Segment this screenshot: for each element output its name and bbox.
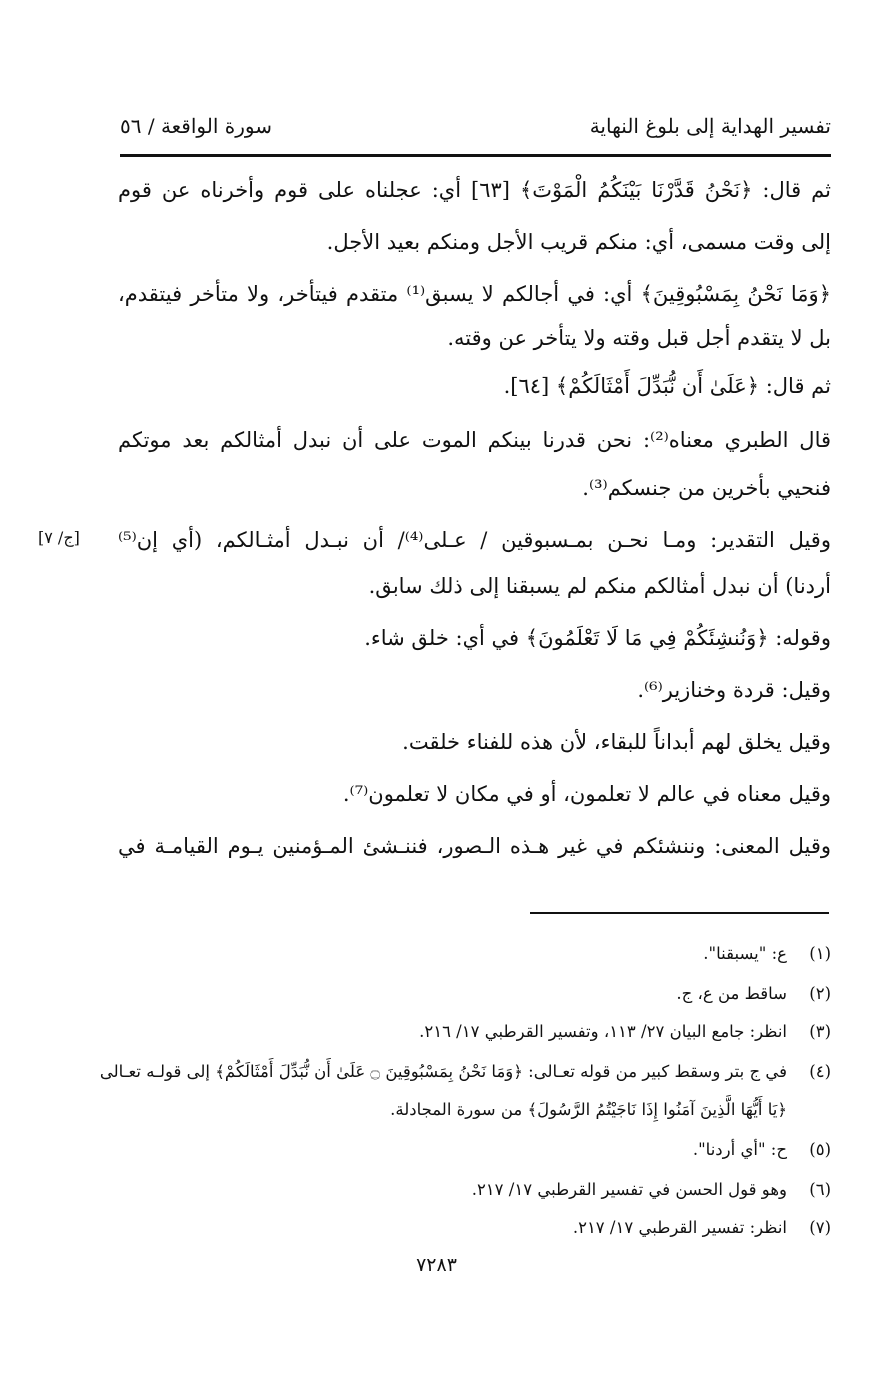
body-line: أردنا) أن نبدل أمثالكم منكم لم يسبقنا إلى ذلك سابق.	[368, 574, 831, 598]
footnote	[118, 1140, 831, 1159]
footnote-text: انظر: جامع البيان ٢٧/ ١١٣، وتفسير القرطبي ١٧/ ٢١٦.	[419, 1022, 787, 1041]
footnote-number: (٧)	[809, 1218, 831, 1237]
footnote-text: ح: "أي أردنا".	[692, 1140, 787, 1159]
body-line: بل لا يتقدم أجل قبل وقته ولا يتأخر عن وقته.	[447, 326, 831, 350]
body-line: وقيل يخلق لهم أبداناً للبقاء، لأن هذه للفناء خلقت.	[402, 730, 831, 754]
footnote	[118, 1218, 831, 1237]
body-line: ﴿وَمَا نَحْنُ بِمَسْبُوقِينَ﴾ أي: في أجالكم لا يسبق⁽¹⁾ متقدم فيتأخر، ولا متأخر فيتقدم،	[118, 282, 831, 306]
body-line: ثم قال: ﴿عَلَىٰ أَن نُّبَدِّلَ أَمْثَالَكُمْ﴾ [٦٤].	[503, 374, 831, 398]
footnote	[99, 1062, 831, 1081]
body-line: قال الطبري معناه⁽²⁾: نحن قدرنا بينكم الموت على أن نبدل أمثالكم بعد موتكم	[118, 428, 832, 452]
footnote-text: ع: "يسبقنا".	[703, 944, 787, 963]
footnote-text: في ج بتر وسقط كبير من قوله تعـالى: ﴿وَمَا نَحْنُ بِمَسْبُوقِينَ ۝ عَلَىٰ أَن نُّبَدِّلَ أَمْثَالَكُمْ﴾ إلى قولـه تعـالى	[99, 1062, 787, 1081]
footnote-number: (١)	[809, 944, 831, 963]
body-line: إلى وقت مسمى، أي: منكم قريب الأجل ومنكم بعيد الأجل.	[326, 230, 831, 254]
footnote-number: (٣)	[809, 1022, 831, 1041]
footnote-number: (٥)	[809, 1140, 831, 1159]
footnote-text: انظر: تفسير القرطبي ١٧/ ٢١٧.	[572, 1218, 787, 1237]
footnote-text: ﴿يَا أَيُّهَا الَّذِينَ آمَنُوا إِذَا نَاجَيْتُمُ الرَّسُولَ﴾ من سورة المجادلة.	[390, 1100, 787, 1119]
footnote-text: ساقط من ع، ج.	[676, 984, 787, 1003]
footnote-separator	[530, 912, 829, 914]
footnote	[118, 944, 831, 963]
footnote	[118, 1180, 831, 1199]
footnote-text: وهو قول الحسن في تفسير القرطبي ١٧/ ٢١٧.	[471, 1180, 787, 1199]
body-line: وقوله: ﴿وَنُنشِئَكُمْ فِي مَا لَا تَعْلَمُونَ﴾ في أي: خلق شاء.	[364, 626, 831, 650]
body-line: وقيل: قردة وخنازير⁽⁶⁾.	[637, 678, 831, 702]
body-line: وقيل المعنى: وننشئكم في غير هـذه الـصور، فننـشئ المـؤمنين يـوم القيامـة في	[118, 834, 831, 858]
margin-volume-marker: [ج/ ٧]	[38, 528, 80, 547]
footnote	[118, 1022, 831, 1041]
body-line: فنحيي بأخرين من جنسكم⁽³⁾.	[582, 476, 831, 500]
running-header-surah: سورة الواقعة / ٥٦	[120, 114, 272, 138]
footnote-number: (٢)	[809, 984, 831, 1003]
footnote-continuation	[118, 1100, 831, 1119]
footnote-number: (٤)	[809, 1062, 831, 1081]
body-line: وقيل التقدير: ومـا نحـن بمـسبوقين / عـلى⁽⁴⁾/ أن نبـدل أمثـالكم، (أي إن⁽⁵⁾	[118, 528, 831, 552]
body-line: وقيل معناه في عالم لا تعلمون، أو في مكان لا تعلمون⁽⁷⁾.	[342, 782, 831, 806]
footnote-number: (٦)	[809, 1180, 831, 1199]
footnote	[118, 984, 831, 1003]
page-number: ٧٢٨٣	[416, 1254, 457, 1276]
body-line: ثم قال: ﴿نَحْنُ قَدَّرْنَا بَيْنَكُمُ الْمَوْتَ﴾ [٦٣] أي: عجلناه على قوم وأخرناه عن قوم	[118, 178, 831, 202]
header-rule	[120, 154, 831, 157]
running-header-title: تفسير الهداية إلى بلوغ النهاية	[589, 114, 831, 138]
